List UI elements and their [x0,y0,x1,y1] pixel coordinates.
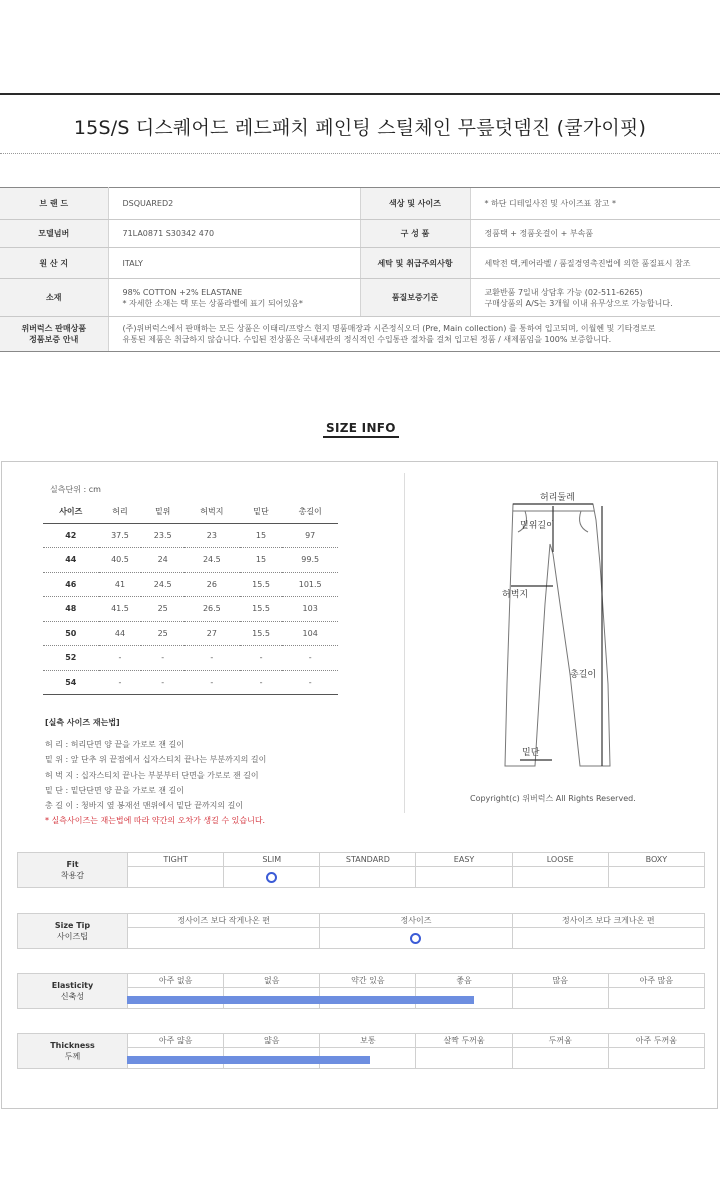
components-value: 정품택 + 정품옷걸이 + 부속품 [470,220,720,248]
cell-hem: 15.5 [240,621,283,646]
size-tip-slot [128,928,320,949]
material-value-line1: 98% COTTON +2% ELASTANE [122,287,243,297]
fit-option: BOXY [608,853,704,867]
measure-note: * 실측사이즈는 재는법에 따라 약간의 오차가 생길 수 있습니다. [45,816,266,825]
guarantee-text-line1: (주)위버럭스에서 판매하는 모든 상품은 이태리/프랑스 현지 명품매장과 시즌정식오더 (Pre, Main collection) 를 통하여 입고되며, 이월헨 및 기타경로로 [122,324,656,333]
warranty-value-line2: 구매상품의 A/S는 3개월 이내 유무상으로 가능합니다. [484,298,673,308]
fit-label [18,853,128,888]
table-row [43,646,338,671]
cell-length: 97 [282,523,338,548]
guarantee-text-line2: 유통된 제품은 취급하지 않습니다. 수입된 전상품은 국내세관의 정식적인 수입통관 절차를 걸쳐 입고된 정품 / 새제품임을 100% 보증합니다. [122,335,612,344]
cell-size: 44 [43,548,99,573]
size-table [43,501,338,695]
fit-slot [608,867,704,888]
warranty-value [470,279,720,317]
elasticity-slot [512,988,608,1009]
size-tip-label [18,914,128,949]
cell-size: 54 [43,670,99,695]
size-tip-header-row [18,914,705,928]
guarantee-label-line1: 위버럭스 판매상품 [21,324,87,333]
table-row [43,597,338,622]
cell-rise: 24 [141,548,184,573]
elasticity-label-en: Elasticity [51,981,94,990]
product-title: 15S/S 디스퀘어드 레드패치 페인팅 스틸체인 무릎덧뎀진 (쿨가이핏) [73,117,647,139]
selected-circle-icon [410,933,421,944]
cell-length: 99.5 [282,548,338,573]
diagram-label-thigh: 허벅지 [502,590,529,600]
measure-guide-title: [실측 사이즈 재는법] [45,718,120,727]
size-tip-rating [17,913,705,949]
size-table-header [43,501,338,523]
cell-waist: 40.5 [99,548,142,573]
diagram-label-rise: 밑위길이 [520,521,555,531]
pants-outline-icon [505,504,610,766]
warranty-value-line1: 교환반품 7일내 상담후 가능 (02-511-6265) [484,287,643,297]
cell-rise: - [141,670,184,695]
size-info-heading: SIZE INFO [323,421,399,438]
material-label: 소재 [0,279,108,317]
cell-length: 101.5 [282,572,338,597]
fit-header-row [18,853,705,867]
fit-option: LOOSE [512,853,608,867]
selected-circle-icon [266,872,277,883]
cell-thigh: - [184,670,240,695]
measure-guide-line: 밑 위 : 앞 단추 위 끝점에서 십자스티치 끝나는 부분까지의 길이 [45,755,267,765]
header-thigh: 허벅지 [184,501,240,523]
measure-guide-line: 총 길 이 : 청바지 옆 봉재선 맨위에서 밑단 끝까지의 길이 [45,801,244,811]
measure-guide-line: 허 벅 지 : 십자스티치 끝나는 부분부터 단면을 가로로 잰 길이 [45,770,259,780]
cell-hem: - [240,646,283,671]
thickness-option: 아주 두꺼움 [608,1034,704,1048]
info-row-brand [0,188,720,220]
table-row [43,621,338,646]
cell-rise: 25 [141,621,184,646]
fit-slot [512,867,608,888]
header-rise: 밑위 [141,501,184,523]
brand-value: DSQUARED2 [108,188,360,220]
fit-option: EASY [416,853,512,867]
cell-size: 52 [43,646,99,671]
fit-option: SLIM [224,853,320,867]
thickness-label-en: Thickness [50,1041,95,1050]
model-label: 모델넘버 [0,220,108,248]
cell-size: 50 [43,621,99,646]
elasticity-option: 약간 있음 [320,974,416,988]
material-value [108,279,360,317]
cell-size: 42 [43,523,99,548]
guarantee-label-line2: 정품보증 안내 [29,335,79,344]
elasticity-option: 아주 없음 [128,974,224,988]
thickness-slot [512,1048,608,1069]
fit-slot [128,867,224,888]
cell-rise: - [141,646,184,671]
panel-divider [404,473,405,813]
care-label: 세탁 및 취급주의사항 [360,248,470,279]
unit-label: 실측단위 : cm [50,485,101,494]
origin-value: ITALY [108,248,360,279]
cell-rise: 24.5 [141,572,184,597]
cell-waist: 41.5 [99,597,142,622]
thickness-label [18,1034,128,1069]
table-row [43,548,338,573]
measure-guide-line: 밑 단 : 밑단단면 양 끝을 가로로 잰 길이 [45,785,184,795]
cell-waist: - [99,646,142,671]
care-value: 세탁전 택,케어라벨 / 품질경영촉진법에 의한 품질표시 참조 [470,248,720,279]
cell-hem: 15.5 [240,597,283,622]
cell-thigh: 26 [184,572,240,597]
thickness-slot [608,1048,704,1069]
guarantee-text [108,317,720,352]
cell-waist: 44 [99,621,142,646]
fit-rating [17,852,705,888]
header-length: 총길이 [282,501,338,523]
guarantee-label [0,317,108,352]
cell-length: 103 [282,597,338,622]
fit-option: TIGHT [128,853,224,867]
header-hem: 밑단 [240,501,283,523]
cell-size: 48 [43,597,99,622]
thickness-option: 보통 [320,1034,416,1048]
table-row [43,572,338,597]
size-tip-slot [320,928,512,949]
thickness-label-ko: 두께 [64,1052,81,1061]
info-row-guarantee [0,317,720,352]
thickness-slot [416,1048,512,1069]
diagram-label-length: 총길이 [570,670,597,680]
cell-length: - [282,670,338,695]
thickness-option: 얇음 [224,1034,320,1048]
thickness-option: 두꺼움 [512,1034,608,1048]
warranty-label: 품질보증기준 [360,279,470,317]
size-tip-slot [512,928,704,949]
size-tip-label-ko: 사이즈팁 [57,932,88,941]
elasticity-option: 많음 [512,974,608,988]
diagram-label-hem: 밑단 [522,748,540,758]
fit-label-en: Fit [66,860,79,869]
cell-waist: 37.5 [99,523,142,548]
cell-size: 46 [43,572,99,597]
info-row-model [0,220,720,248]
cell-waist: 41 [99,572,142,597]
size-tip-option: 정사이즈 [320,914,512,928]
cell-hem: 15 [240,523,283,548]
model-value: 71LA0871 S30342 470 [108,220,360,248]
color-size-label: 색상 및 사이즈 [360,188,470,220]
color-size-value: * 하단 디테일사진 및 사이즈표 참고 * [470,188,720,220]
size-tip-label-en: Size Tip [54,921,91,930]
cell-waist: - [99,670,142,695]
thickness-level-bar [127,1056,370,1064]
elasticity-level-bar [127,996,474,1004]
header-size: 사이즈 [43,501,99,523]
elasticity-header-row [18,974,705,988]
top-rule [0,93,720,95]
elasticity-slot [608,988,704,1009]
cell-length: 104 [282,621,338,646]
size-tip-option: 정사이즈 보다 크게나온 편 [512,914,704,928]
brand-label: 브 랜 드 [0,188,108,220]
fit-slot [416,867,512,888]
cell-hem: - [240,670,283,695]
diagram-label-waist: 허리둘레 [540,493,575,503]
elasticity-label-ko: 신축성 [60,992,85,1001]
thickness-option: 살짝 두꺼움 [416,1034,512,1048]
cell-length: - [282,646,338,671]
measure-guide-line: 허 리 : 허리단면 양 끝을 가로로 잰 길이 [45,740,184,749]
cell-thigh: 26.5 [184,597,240,622]
table-row [43,523,338,548]
fit-slot [224,867,320,888]
cell-thigh: - [184,646,240,671]
fit-slot [320,867,416,888]
cell-thigh: 23 [184,523,240,548]
copyright: Copyright(c) 위버럭스 All Rights Reserved. [470,794,636,803]
header-waist: 허리 [99,501,142,523]
origin-label: 원 산 지 [0,248,108,279]
measure-guide [45,737,266,813]
elasticity-option: 좋음 [416,974,512,988]
components-label: 구 성 품 [360,220,470,248]
elasticity-option: 아주 많음 [608,974,704,988]
info-row-material [0,279,720,317]
measure-lines [511,504,602,766]
elasticity-label [18,974,128,1009]
cell-thigh: 27 [184,621,240,646]
product-info-table [0,187,720,352]
table-row [43,670,338,695]
cell-hem: 15.5 [240,572,283,597]
thickness-header-row [18,1034,705,1048]
cell-hem: 15 [240,548,283,573]
fit-label-ko: 착용감 [60,871,85,880]
material-value-line2: * 자세한 소재는 택 또는 상품라벨에 표기 되어있음* [122,298,303,308]
cell-rise: 25 [141,597,184,622]
thickness-option: 아주 얇음 [128,1034,224,1048]
title-divider [0,153,720,154]
fit-option: STANDARD [320,853,416,867]
elasticity-option: 없음 [224,974,320,988]
size-tip-option: 정사이즈 보다 작게나온 편 [128,914,320,928]
info-row-origin [0,248,720,279]
cell-rise: 23.5 [141,523,184,548]
cell-thigh: 24.5 [184,548,240,573]
pants-diagram [480,484,640,774]
